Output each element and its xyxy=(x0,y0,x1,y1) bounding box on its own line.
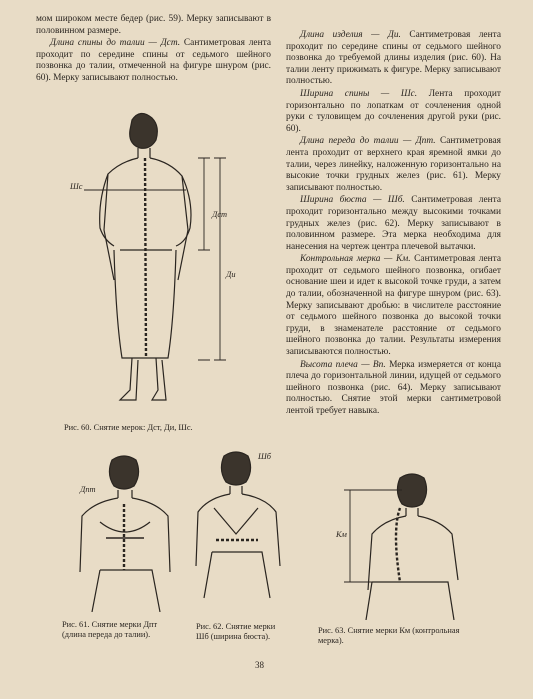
figure-60-caption: Рис. 60. Снятие мерок: Дст, Ди, Шс. xyxy=(64,423,193,432)
term-heading: Длина изделия — Ди. xyxy=(300,30,401,40)
term-heading: Высота плеча — Вп. xyxy=(300,359,386,370)
figure-63-caption: Рис. 63. Снятие мерки Км (контрольная мерка). xyxy=(318,626,460,645)
page-number: 38 xyxy=(255,660,264,670)
left-text-column xyxy=(36,14,271,86)
figure-63-illustration xyxy=(330,470,480,620)
paragraph xyxy=(286,89,501,135)
paragraph: мом широком месте бедер (рис. 59). Мерку записывают в половинном размере. xyxy=(36,14,271,36)
paragraph-body: Сантиметровая лента проходит от верхнего края яремной ямки до талии, через линейку, наложенную горизонтально на высокие точки грудных желез (рис. 61). Мерку записывают полностью. xyxy=(286,136,501,193)
label-km: Км xyxy=(336,530,347,539)
paragraph-body: Мерка измеряется от конца плеча до горизонтальной линии, идущей от седьмого шейного позвонка (рис. 64). Мерку записывают полностью. Снятие этой мерки сантиметровой лентой требует навыка. xyxy=(286,359,501,416)
term-heading: Длина спины до талии — Дст. xyxy=(50,38,181,49)
label-dpt: Дпт xyxy=(80,485,96,494)
paragraph-body: Сантиметровая лента проходит по середине спины от седьмого шейного позвонка до требуемой длины изделия (рис. 60). На талии ленту прижимать к фигуре. Мерку записывают полностью. xyxy=(286,30,501,87)
paragraph xyxy=(286,254,501,358)
paragraph xyxy=(36,38,271,84)
term-heading: Контрольная мерка — Км. xyxy=(300,254,411,265)
figure-61-caption: Рис. 61. Снятие мерки Дпт (длина переда до талии). xyxy=(62,620,158,639)
figure-61-illustration xyxy=(70,452,180,612)
paragraph-body: Сантиметровая лента проходит горизонтально между высокими точками грудных желез (рис. 62). Мерку записывают в половинном размере. Эта мерка необходима для нанесения на чертеж центра плечевой вытачки. xyxy=(286,195,501,252)
figure-60-illustration xyxy=(70,110,250,410)
term-heading: Ширина бюста — Шб. xyxy=(300,195,405,206)
label-di: Ди xyxy=(226,270,236,279)
paragraph-body: Сантиметровая лента проходит от седьмого шейного позвонка, огибает основание шеи и идет к высокой точке груди, а затем до талии, обозначенной на фигуре шнуром (рис. 63). Мерку записывают дробью: в числителе расстояние от седьмого шейного позвонка до высокой точки груди, в знаменателе расстояние от седьмого шейного позвонка до талии. Результаты измерения записываются полностью. xyxy=(286,254,501,358)
label-shs: Шс xyxy=(70,182,83,191)
paragraph xyxy=(286,30,501,88)
figure-62-caption: Рис. 62. Снятие мерки Шб (ширина бюста). xyxy=(196,622,276,641)
paragraph-body: Сантиметровая лента проходит по середине спины от седьмого шейного позвонка до талии, отмеченной на фигуре шнуром (рис. 60). Мерку записывают полностью. xyxy=(36,38,271,83)
paragraph-body: Лента проходит горизонтально по лопаткам от сочленения одной руки с туловищем до сочленения другой руки (рис. 60). xyxy=(286,88,501,134)
paragraph xyxy=(286,360,501,418)
label-dst: Дст xyxy=(212,210,228,219)
term-heading: Длина переда до талии — Дпт. xyxy=(300,136,436,147)
paragraph xyxy=(286,195,501,253)
right-text-column xyxy=(286,30,501,419)
figure-62-illustration xyxy=(188,448,288,608)
term-heading: Ширина спины — Шс. xyxy=(300,88,418,99)
paragraph xyxy=(286,136,501,194)
label-shb: Шб xyxy=(258,452,271,461)
